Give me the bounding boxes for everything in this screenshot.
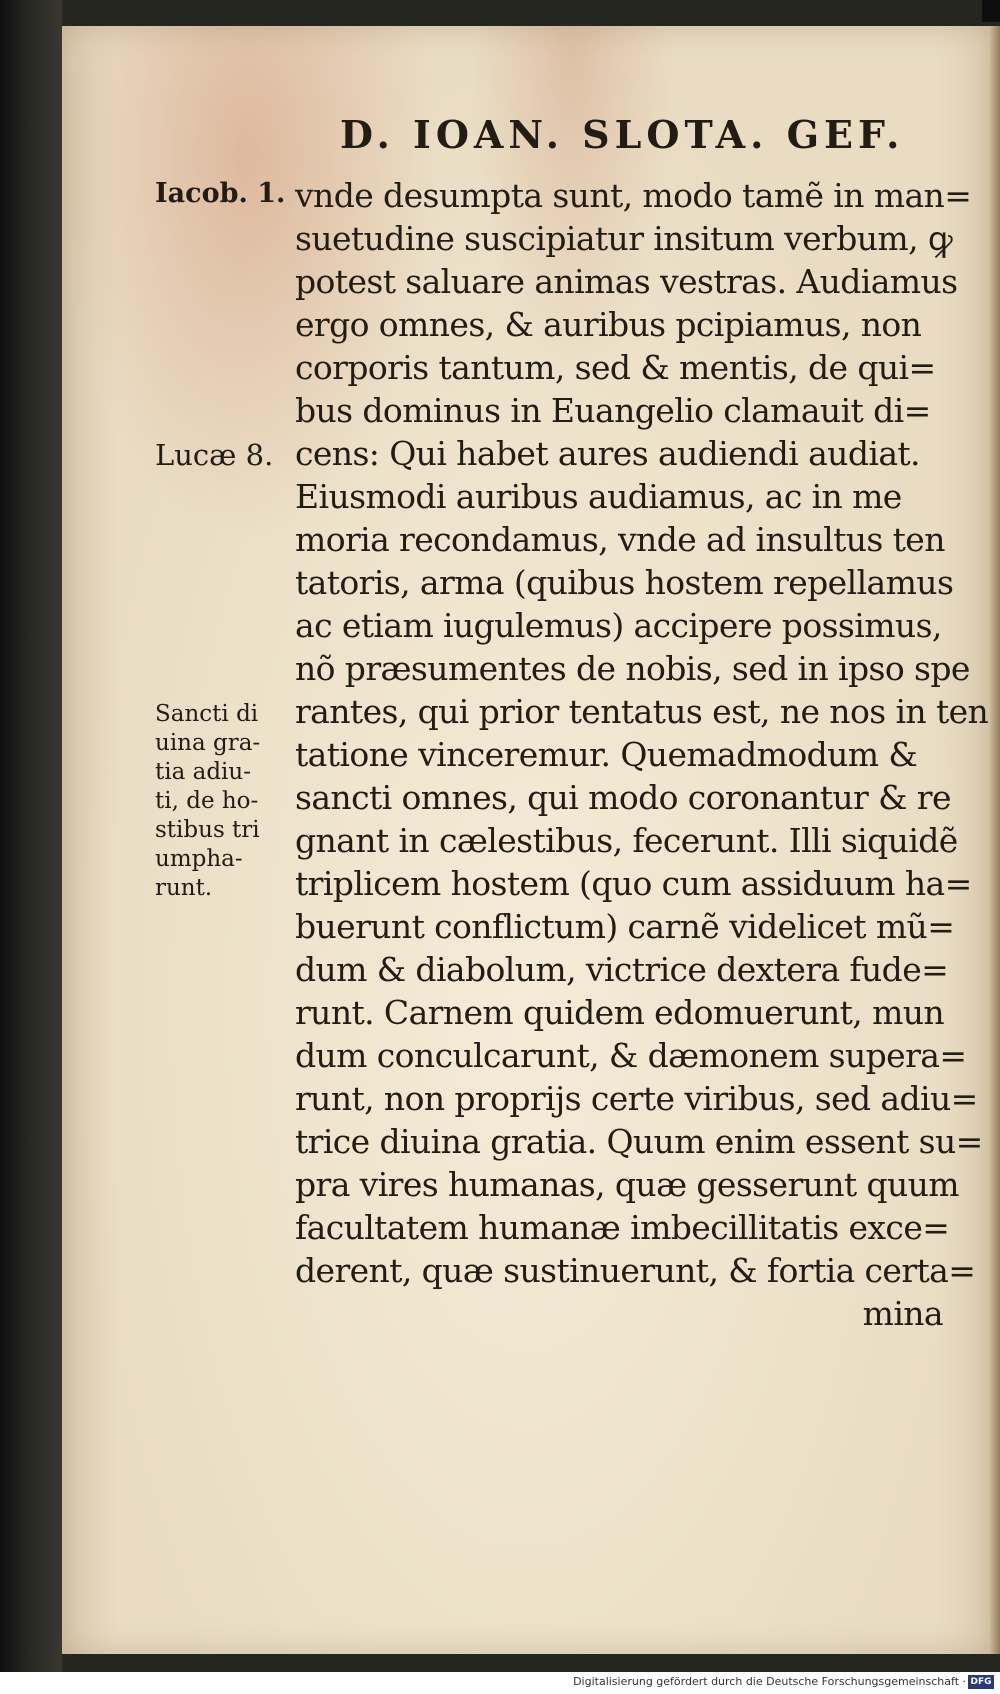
text-line: dum conculcarunt, & dæmonem supera= bbox=[295, 1036, 967, 1075]
dfg-logo: DFG bbox=[968, 1675, 994, 1689]
text-line: triplicem hostem (quo cum assiduum ha= bbox=[295, 864, 972, 903]
margin-note-line: uina gra- bbox=[155, 730, 261, 756]
text-line: bus dominus in Euangelio clamauit di= bbox=[295, 391, 931, 430]
text-line: vnde desumpta sunt, modo tamẽ in man= bbox=[295, 176, 972, 215]
text-line: buerunt conflictum) carnẽ videlicet mũ= bbox=[295, 907, 955, 946]
text-line: rantes, qui prior tentatus est, ne nos in ten bbox=[295, 692, 989, 731]
margin-note-line: tia adiu- bbox=[155, 759, 251, 785]
book-binding bbox=[0, 0, 62, 1694]
text-line: pra vires humanas, quæ gesserunt quum bbox=[295, 1165, 960, 1204]
text-line: Eiusmodi auribus audiamus, ac in me bbox=[295, 477, 902, 516]
digitization-credit: Digitalisierung gefördert durch die Deutsche Forschungsgemeinschaft · bbox=[573, 1675, 966, 1688]
text-line: suetudine suscipiatur insitum verbum, ꝙ bbox=[295, 219, 953, 258]
text-line: ergo omnes, & auribus pcipiamus, non bbox=[295, 305, 922, 344]
margin-note-sancti bbox=[155, 700, 260, 903]
margin-note-line: umpha- bbox=[155, 846, 243, 872]
text-line: derent, quæ sustinuerunt, & fortia certa= bbox=[295, 1251, 976, 1290]
scan-corner bbox=[982, 0, 1000, 22]
text-line: runt. Carnem quidem edomuerunt, mun bbox=[295, 993, 945, 1032]
text-line: potest saluare animas vestras. Audiamus bbox=[295, 262, 958, 301]
text-line: gnant in cælestibus, fecerunt. Illi siquidẽ bbox=[295, 821, 958, 860]
text-line: corporis tantum, sed & mentis, de qui= bbox=[295, 348, 936, 387]
margin-note-jacob: Iacob. 1. bbox=[155, 178, 286, 209]
text-line: dum & diabolum, victrice dextera fude= bbox=[295, 950, 949, 989]
running-head: D. IOAN. SLOTA. GEF. bbox=[340, 112, 905, 157]
text-line: tatione vinceremur. Quemadmodum & bbox=[295, 735, 918, 774]
text-line: moria recondamus, vnde ad insultus ten bbox=[295, 520, 945, 559]
text-line: sancti omnes, qui modo coronantur & re bbox=[295, 778, 951, 817]
text-line: tatoris, arma (quibus hostem repellamus bbox=[295, 563, 954, 602]
margin-note-line: runt. bbox=[155, 875, 213, 901]
text-line: runt, non proprijs certe viribus, sed adiu= bbox=[295, 1079, 978, 1118]
margin-note-line: ti, de ho- bbox=[155, 788, 259, 814]
text-line: nõ præsumentes de nobis, sed in ipso spe bbox=[295, 649, 970, 688]
margin-note-lucae: Lucæ 8. bbox=[155, 438, 274, 472]
page-edge bbox=[990, 26, 1000, 1654]
margin-note-line: Sancti di bbox=[155, 701, 259, 727]
text-line: facultatem humanæ imbecillitatis exce= bbox=[295, 1208, 950, 1247]
text-line: trice diuina gratia. Quum enim essent su= bbox=[295, 1122, 983, 1161]
text-line: ac etiam iugulemus) accipere possimus, bbox=[295, 606, 942, 645]
text-line: cens: Qui habet aures audiendi audiat. bbox=[295, 434, 920, 473]
catchword: mina bbox=[862, 1294, 943, 1333]
margin-note-line: stibus tri bbox=[155, 817, 260, 843]
